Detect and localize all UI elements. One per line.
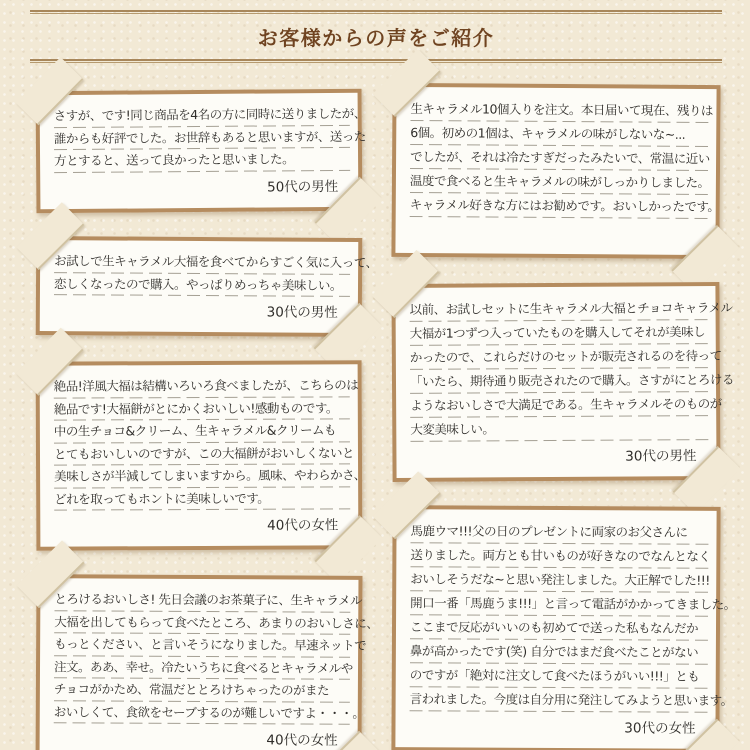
testimonial-attribution: 40代の女性 — [267, 516, 339, 534]
testimonial-line: かったので、これらだけのセットが販売されるのを待って — [410, 344, 708, 370]
testimonial-card — [391, 505, 736, 750]
page-title: お客様からの声をご紹介 — [257, 26, 495, 50]
testimonial-line: 以前、お試しセットに生キャラメル大福とチョコキャラメル — [409, 296, 707, 322]
testimonial-line: 絶品!洋風大福は結構いろいろ食べましたが、こちらのは — [54, 374, 350, 398]
testimonial-line: キャラメル好きな方にはお勧めです。おいしかったです。 — [410, 193, 708, 219]
testimonial-line: でしたが、それは冷たすぎだったみたいで、常温に近い — [410, 145, 708, 171]
testimonial-card — [36, 236, 378, 337]
testimonial-line: 温度で食べると生キャラメルの味がしっかりしました。 — [410, 169, 708, 195]
testimonial-attribution: 50代の男性 — [267, 178, 339, 195]
testimonial-line: おいしくて、食欲をセーブするのが難しいですよ・・・。 — [54, 700, 350, 724]
testimonial-line: 馬鹿ウマ!!!父の日のプレゼントに両家のお父さんに — [410, 519, 708, 545]
testimonial-line: 方とすると、送って良かったと思いました。 — [54, 148, 350, 173]
testimonial-column-left — [36, 90, 379, 750]
testimonial-line: とてもおいしいのですが、この大福餅がおいしくないと — [54, 441, 350, 465]
testimonial-text — [53, 374, 366, 510]
testimonial-line: とろけるおいしさ! 先日会議のお茶菓子に、生キャラメル — [54, 588, 350, 612]
testimonial-text — [409, 519, 736, 713]
testimonial-line: おいしそうだな~と思い発注しました。大正解でした!!! — [410, 567, 708, 593]
testimonial-text — [53, 250, 378, 297]
header-rule-bottom — [30, 59, 722, 64]
testimonial-line: 注文。ああ、幸せ。冷たいうちに食べるとキャラメルや — [54, 655, 350, 679]
testimonial-line: 6個。初めの1個は、キャラメルの味がしないな~... — [410, 121, 708, 147]
page-header — [30, 10, 722, 64]
testimonial-text — [53, 588, 379, 725]
testimonial-attribution: 30代の女性 — [624, 720, 696, 737]
testimonial-attribution: 40代の女性 — [266, 731, 338, 749]
testimonial-line: ようなおいしさで大満足である。生キャラメルそのものが — [410, 392, 708, 418]
testimonial-line: 絶品です!大福餅がとにかくおいしい!感動ものです。 — [54, 396, 350, 420]
testimonial-text — [409, 296, 735, 442]
testimonial-line: 美味しさが半減してしまいますから。風味、やわらかさ、 — [54, 464, 350, 488]
customer-voices-page — [0, 10, 750, 750]
testimonial-line: 誰からも好評でした。お世辞もあると思いますが、送った — [54, 125, 350, 150]
testimonial-line: 生キャラメル10個入りを注文。本日届いて現在、残りは — [410, 97, 708, 123]
testimonial-line: 大福が1つずつ入っていたものを購入してそれが美味し — [410, 320, 708, 346]
testimonial-line: 「いたら、期待通り販売されたので購入。さすがにとろける — [410, 368, 708, 394]
testimonial-card — [36, 89, 366, 213]
testimonial-card — [36, 574, 379, 750]
testimonial-line: チョコがかため、常温だととろけちゃったのがまた — [54, 678, 350, 702]
testimonial-line: 中の生チョコ&クリーム、生キャラメル&クリームも — [54, 419, 350, 443]
testimonial-card — [391, 282, 735, 482]
testimonial-text — [53, 103, 366, 173]
header-rule-top — [30, 10, 722, 15]
testimonial-line: ここまで反応がいいのも初めてで送った私もなんだか — [410, 615, 708, 641]
testimonial-column-right — [392, 84, 736, 750]
testimonial-line: 開口一番「馬鹿うま!!!」と言って電話がかかってきました。 — [410, 591, 708, 617]
testimonial-line: 大福を出してもらって食べたところ、あまりのおいしさに、 — [54, 610, 350, 634]
testimonial-line: 大変美味しい。 — [410, 416, 708, 442]
testimonial-line: さすが、です!同じ商品を4名の方に同時に送りましたが、 — [54, 103, 350, 128]
testimonial-line: 送りました。両方とも甘いものが好きなのでなんとなく — [410, 543, 708, 569]
testimonial-card — [391, 83, 720, 259]
testimonial-line: のですが「絶対に注文して食べたほうがいい!!!」とも — [410, 663, 708, 689]
testimonial-columns — [0, 82, 750, 750]
testimonial-line: お試しで生キャラメル大福を食べてからすごく気に入って、 — [54, 250, 350, 274]
testimonial-attribution — [409, 221, 707, 247]
testimonial-line: 恋しくなったので購入。やっぱりめっちゃ美味しい。 — [54, 272, 350, 296]
testimonial-line: どれを取ってもホントに美味しいです。 — [54, 486, 350, 510]
testimonial-line: 言われました。今度は自分用に発注してみようと思います。 — [410, 687, 708, 713]
testimonial-card — [36, 360, 366, 550]
testimonial-line: もっとください、と言いそうになりました。早速ネットで — [54, 633, 350, 657]
testimonial-attribution: 30代の男性 — [266, 303, 338, 321]
testimonial-text — [409, 97, 720, 219]
testimonial-attribution: 30代の男性 — [625, 448, 697, 465]
testimonial-line: 鼻が高かったです(笑) 自分ではまだ食べたことがない — [410, 639, 708, 665]
